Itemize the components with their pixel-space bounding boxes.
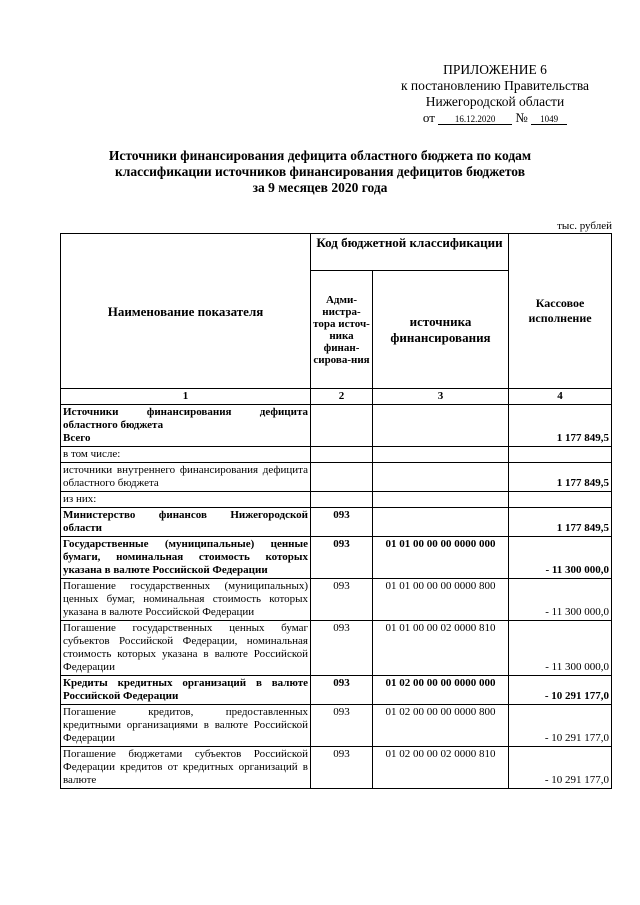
row-admin: 093 (311, 676, 373, 705)
row-admin (311, 463, 373, 492)
row-value: - 11 300 000,0 (509, 537, 612, 579)
row-value: - 10 291 177,0 (509, 705, 612, 747)
row-name: Погашение бюджетами субъектов Российской Федерации кредитов от кредитных организаций в валюте (61, 747, 311, 789)
row-code: 01 02 00 00 00 0000 000 (373, 676, 509, 705)
title-line-3: за 9 месяцев 2020 года (252, 180, 388, 195)
col-code-group-header: Код бюджетной классификации (311, 234, 509, 271)
row-code (373, 463, 509, 492)
sources-table (60, 233, 612, 789)
col-num-2: 2 (311, 389, 373, 405)
table-row (61, 579, 612, 621)
table-row (61, 447, 612, 463)
table-row (61, 676, 612, 705)
col-name-header: Наименование показателя (61, 234, 311, 389)
table-row (61, 405, 612, 447)
column-numbers-row (61, 389, 612, 405)
row-admin: 093 (311, 579, 373, 621)
row-value: 1 177 849,5 (509, 463, 612, 492)
row-value: 1 177 849,5 (509, 508, 612, 537)
row-name: источники внутреннего финансирования дефицита областного бюджета (61, 463, 311, 492)
col-admin-header: Адми-нистра-тора источ-ника финан-сирова-ния (311, 271, 373, 389)
row-value: - 11 300 000,0 (509, 621, 612, 676)
row-admin (311, 492, 373, 508)
row-code: 01 02 00 00 00 0000 800 (373, 705, 509, 747)
row-code: 01 01 00 00 00 0000 800 (373, 579, 509, 621)
row-name: в том числе: (61, 447, 311, 463)
col-num-4: 4 (509, 389, 612, 405)
col-exec-header: Кассовое исполнение (509, 234, 612, 389)
row-value (509, 447, 612, 463)
table-row (61, 463, 612, 492)
row-admin (311, 447, 373, 463)
row-name: Кредиты кредитных организаций в валюте Российской Федерации (61, 676, 311, 705)
page-title (60, 148, 580, 196)
appendix-date: 16.12.2020 (438, 114, 512, 125)
row-name: из них: (61, 492, 311, 508)
row-name: Погашение государственных ценных бумаг субъектов Российской Федерации, номинальная стоимость которых указана в валюте Российской Федерации (61, 621, 311, 676)
appendix-block (380, 62, 610, 126)
appendix-ot: от (422, 110, 435, 125)
row-name: Погашение государственных (муниципальных) ценных бумаг, номинальная стоимость которых указана в валюте Российской Федерации (61, 579, 311, 621)
row-code (373, 447, 509, 463)
row-code: 01 01 00 00 00 0000 000 (373, 537, 509, 579)
table-row (61, 621, 612, 676)
row-admin: 093 (311, 747, 373, 789)
title-line-1: Источники финансирования дефицита областного бюджета по кодам (108, 148, 532, 163)
row-admin: 093 (311, 537, 373, 579)
row-value: 1 177 849,5 (509, 405, 612, 447)
table-row (61, 705, 612, 747)
row-name-total: Всего (63, 432, 91, 444)
units-label: тыс. рублей (557, 220, 612, 232)
row-name: Государственные (муниципальные) ценные бумаги, номинальная стоимость которых указана в валюте Российской Федерации (61, 537, 311, 579)
row-code (373, 405, 509, 447)
row-name-main: Источники финансирования дефицита областного бюджета (63, 406, 308, 431)
header-row-1 (61, 234, 612, 271)
row-code: 01 02 00 00 02 0000 810 (373, 747, 509, 789)
row-value: - 11 300 000,0 (509, 579, 612, 621)
row-value: - 10 291 177,0 (509, 747, 612, 789)
row-code (373, 508, 509, 537)
row-admin: 093 (311, 621, 373, 676)
row-value: - 10 291 177,0 (509, 676, 612, 705)
appendix-resolution: к постановлению Правительства (400, 78, 590, 93)
row-value (509, 492, 612, 508)
row-name: Погашение кредитов, предоставленных кредитными организациями в валюте Российской Федерации (61, 705, 311, 747)
title-line-2: классификации источников финансирования дефицитов бюджетов (115, 164, 525, 179)
appendix-no: № (515, 110, 528, 125)
row-admin: 093 (311, 508, 373, 537)
appendix-title: ПРИЛОЖЕНИЕ 6 (443, 62, 547, 77)
row-admin: 093 (311, 705, 373, 747)
row-admin (311, 405, 373, 447)
col-source-header: источника финансирования (373, 271, 509, 389)
col-num-1: 1 (61, 389, 311, 405)
row-code (373, 492, 509, 508)
table-row (61, 492, 612, 508)
appendix-region: Нижегородской области (425, 94, 565, 109)
col-num-3: 3 (373, 389, 509, 405)
appendix-date-line (380, 110, 610, 126)
table-row (61, 508, 612, 537)
row-name (61, 405, 311, 447)
table-row (61, 747, 612, 789)
row-name: Министерство финансов Нижегородской области (61, 508, 311, 537)
table-row (61, 537, 612, 579)
row-code: 01 01 00 00 02 0000 810 (373, 621, 509, 676)
appendix-number: 1049 (531, 114, 567, 125)
